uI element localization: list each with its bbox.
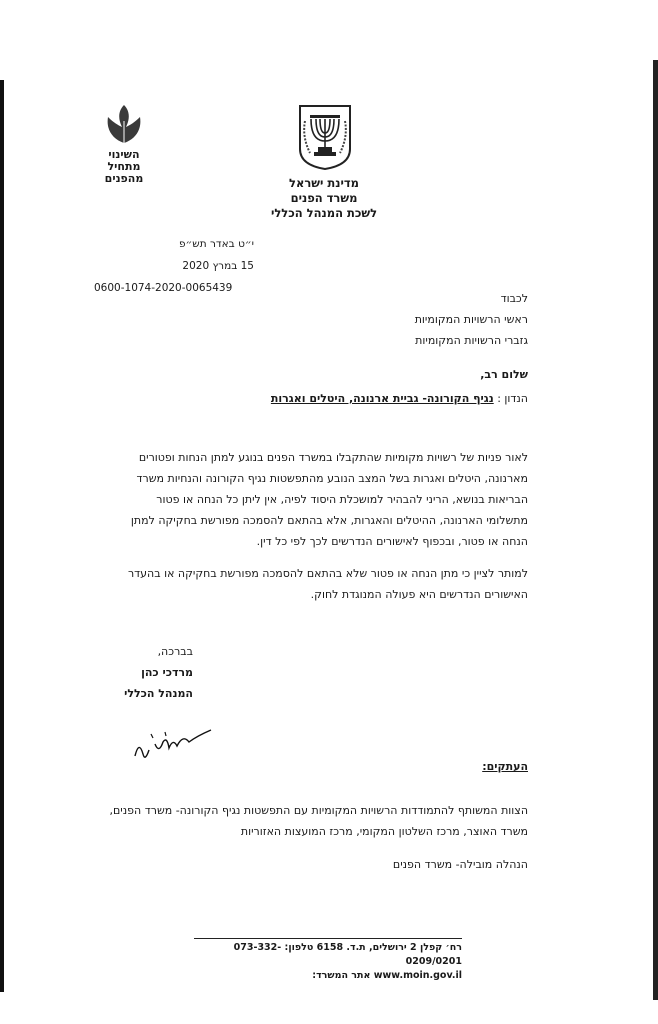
signatory-name: מרדכי כהן xyxy=(141,666,193,679)
copies-heading: העתקים: xyxy=(482,760,528,773)
body-paragraph-1: לאור פניות של רשויות מקומיות שהתקבלו במשרד הפנים בנוגע למתן הנחות ופטורים מארנונה, היטלים ואגרות בשל המצב הנובע מהתפשטות נגיף הקורונה והנחיות משרד הבריאות בנושא, הריני להבהיר למושכלת היסוד לפיה, אין ליתן כל הנחה או פטור מתשלומי הארנונה, ההיטלים והאגרות, אלא בהתאם להסמכה מפורשת בחקיקה למתן הנחה או פטור, ובכפוף לאישורים הנדרשים לכך לפי כל דין. xyxy=(130,451,528,548)
state-emblem xyxy=(296,103,354,171)
recipient-treasurers: גזברי הרשויות המקומיות xyxy=(415,334,528,347)
footer-address: רח׳ קפלן 2 ירושלים, ת.ד. 6158 טלפון: 073-332-0209/0201 xyxy=(233,942,462,967)
handwritten-signature xyxy=(129,720,219,770)
closing-block xyxy=(93,641,193,704)
logo-text-line-2: מתחיל xyxy=(107,160,141,173)
party-logo xyxy=(94,103,154,185)
footer-divider xyxy=(194,938,462,939)
page-edge-right xyxy=(653,60,658,1000)
subject-prefix: הנדון : xyxy=(497,392,528,405)
letter-page xyxy=(4,0,653,1024)
copies-list xyxy=(108,800,528,875)
closing-regards: בברכה, xyxy=(157,645,193,658)
ministry-line-office: לשכת המנהל הכללי xyxy=(270,206,378,220)
reference-number: 0600-1074-2020-0065439 xyxy=(94,282,233,294)
recipients-block xyxy=(278,288,528,351)
hebrew-date: י״ט באדר תש״פ xyxy=(178,238,254,250)
subject-text: נגיף הקורונה- גביית ארנונה, היטלים ואגרות xyxy=(270,392,494,405)
leaf-logo-icon xyxy=(102,103,146,145)
copies-line-2: הנהלה מובילה- משרד הפנים xyxy=(392,858,528,871)
copies-line-1: הצוות המשותף להתמודדות הרשויות המקומיות עם התפשטות נגיף הקורונה- משרד הפנים, משרד האוצר, מרכז השלטון המקומי, מרכז המועצות האזוריות xyxy=(109,804,528,838)
gregorian-date: 15 במרץ 2020 xyxy=(182,260,254,272)
subject-line xyxy=(271,392,528,405)
logo-text-line-3: מהפנים xyxy=(104,172,144,185)
ministry-header xyxy=(254,176,394,221)
ministry-line-ministry: משרד הפנים xyxy=(290,191,358,205)
footer xyxy=(194,941,462,983)
ministry-line-state: מדינת ישראל xyxy=(289,176,359,190)
signatory-title: המנהל הכללי xyxy=(124,687,193,700)
logo-text-line-1: השינוי xyxy=(108,148,140,161)
recipient-heads: ראשי הרשויות המקומיות xyxy=(414,313,528,326)
recipient-salutation: לכבוד xyxy=(500,292,528,305)
letter-meta xyxy=(94,233,254,299)
greeting: שלום רב, xyxy=(480,368,528,381)
menorah-emblem-icon xyxy=(296,103,354,171)
footer-website[interactable]: www.moin.gov.il אתר המשרד: xyxy=(312,970,462,981)
signature-icon xyxy=(129,720,219,770)
body-paragraph-2: למותר לציין כי מתן הנחה או פטור שלא בהתאם להסמכה מפורשת בחקיקה או בהעדר האישורים הנדרשים היא פעולה המנוגדת לחוק. xyxy=(127,567,528,601)
